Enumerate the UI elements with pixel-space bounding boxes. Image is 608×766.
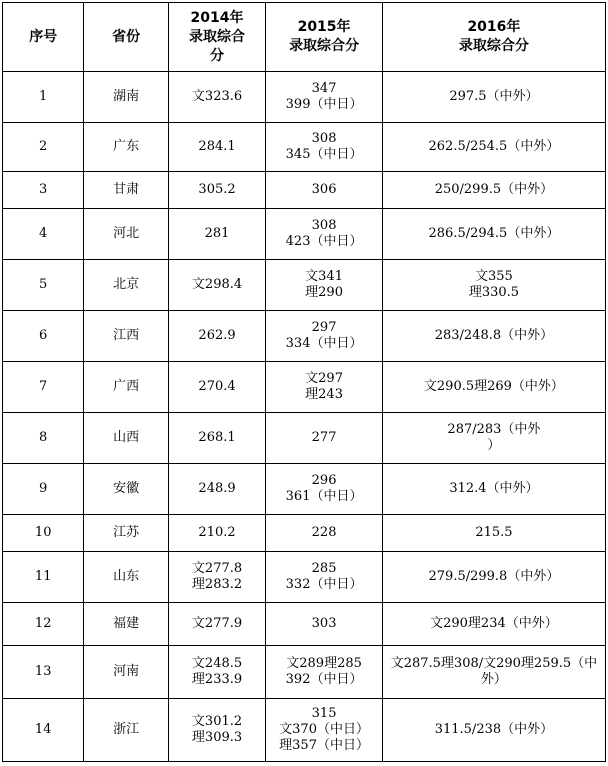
cell-2015-line: 理243 xyxy=(305,387,343,402)
cell-2016-line: 文355 xyxy=(475,269,513,284)
cell-2015-line: 303 xyxy=(311,616,337,631)
cell-2014 xyxy=(168,209,265,260)
cell-2016 xyxy=(382,72,605,123)
cell-2016-line: ） xyxy=(487,438,501,453)
cell-2015-line: 文289理285 xyxy=(286,656,362,671)
header-2014-line: 分 xyxy=(210,47,225,64)
header-2015-line: 2015年 xyxy=(297,19,351,35)
cell-2016 xyxy=(382,362,605,413)
cell-2015 xyxy=(266,413,383,464)
cell-index: 1 xyxy=(3,72,84,123)
cell-2015-line: 334（中日） xyxy=(285,336,363,351)
table-row xyxy=(3,515,606,552)
cell-2014-line: 262.9 xyxy=(198,328,236,343)
table-row xyxy=(3,603,606,646)
cell-2014-line: 文277.9 xyxy=(191,616,243,631)
cell-2015-line: 277 xyxy=(311,430,337,445)
cell-2014-line: 文277.8 xyxy=(191,561,243,576)
cell-2014-line: 305.2 xyxy=(198,182,236,197)
cell-2016-line: 279.5/299.8（中外） xyxy=(428,569,560,584)
cell-2015-line: 理357（中日） xyxy=(279,738,369,753)
cell-index: 2 xyxy=(3,123,84,172)
cell-2016-line: 文290理234（中外） xyxy=(430,616,558,631)
cell-2015 xyxy=(266,311,383,362)
cell-2014-line: 理283.2 xyxy=(191,577,243,592)
cell-index: 12 xyxy=(3,603,84,646)
cell-index: 9 xyxy=(3,464,84,515)
cell-2014-line: 文323.6 xyxy=(191,89,243,104)
table-row xyxy=(3,72,606,123)
cell-2014-line: 文301.2 xyxy=(191,714,243,729)
cell-2015-line: 228 xyxy=(311,525,337,540)
table-row xyxy=(3,260,606,311)
cell-2014-line: 理233.9 xyxy=(191,672,243,687)
cell-2015-line: 文341 xyxy=(305,269,343,284)
cell-2016-line: 250/299.5（中外） xyxy=(434,182,554,197)
cell-2014 xyxy=(168,413,265,464)
header-2014-line: 2014年 xyxy=(190,9,244,26)
cell-2016 xyxy=(382,209,605,260)
header-province: 省份 xyxy=(84,3,168,72)
table-row xyxy=(3,362,606,413)
cell-2015-line: 315 xyxy=(311,706,337,721)
cell-2014-line: 268.1 xyxy=(198,430,236,445)
score-table xyxy=(2,2,606,762)
cell-2014 xyxy=(168,362,265,413)
table-row xyxy=(3,699,606,762)
cell-province: 甘肃 xyxy=(84,172,168,209)
cell-province: 湖南 xyxy=(84,72,168,123)
cell-index: 3 xyxy=(3,172,84,209)
cell-2015 xyxy=(266,464,383,515)
cell-province: 山西 xyxy=(84,413,168,464)
header-2016-line: 录取综合分 xyxy=(458,38,529,54)
table-row xyxy=(3,413,606,464)
cell-2014-line: 284.1 xyxy=(198,139,236,154)
cell-index: 5 xyxy=(3,260,84,311)
table-row xyxy=(3,209,606,260)
cell-2016-line: 311.5/238（中外） xyxy=(434,722,554,737)
cell-2016-line: 文290.5理269（中外） xyxy=(423,379,564,394)
cell-province: 河南 xyxy=(84,646,168,699)
cell-2016 xyxy=(382,260,605,311)
cell-index: 6 xyxy=(3,311,84,362)
cell-index: 13 xyxy=(3,646,84,699)
table-row xyxy=(3,311,606,362)
cell-2015 xyxy=(266,260,383,311)
cell-2015-line: 423（中日） xyxy=(285,234,363,249)
cell-2014-line: 210.2 xyxy=(198,525,236,540)
cell-2015-line: 345（中日） xyxy=(285,147,363,162)
cell-2016-line: 283/248.8（中外） xyxy=(434,328,554,343)
cell-province: 浙江 xyxy=(84,699,168,762)
table-row xyxy=(3,464,606,515)
cell-2015-line: 399（中日） xyxy=(285,97,363,112)
cell-2016 xyxy=(382,123,605,172)
cell-2015 xyxy=(266,172,383,209)
cell-2015 xyxy=(266,552,383,603)
cell-2014 xyxy=(168,72,265,123)
cell-2016-line: 外） xyxy=(480,672,507,687)
table-row xyxy=(3,123,606,172)
table-row xyxy=(3,646,606,699)
table-row xyxy=(3,172,606,209)
cell-2014-line: 281 xyxy=(204,226,230,241)
cell-2015 xyxy=(266,123,383,172)
header-2016-line: 2016年 xyxy=(467,19,521,35)
cell-2014-line: 文248.5 xyxy=(191,656,243,671)
cell-index: 11 xyxy=(3,552,84,603)
cell-2014 xyxy=(168,311,265,362)
cell-2015-line: 308 xyxy=(311,218,337,233)
cell-2014-line: 270.4 xyxy=(198,379,236,394)
cell-2015 xyxy=(266,699,383,762)
cell-index: 8 xyxy=(3,413,84,464)
cell-2014 xyxy=(168,699,265,762)
cell-province: 北京 xyxy=(84,260,168,311)
cell-2016-line: 286.5/294.5（中外） xyxy=(428,226,560,241)
cell-2016-line: 262.5/254.5（中外） xyxy=(428,139,560,154)
cell-province: 广西 xyxy=(84,362,168,413)
cell-2015 xyxy=(266,72,383,123)
cell-2016-line: 297.5（中外） xyxy=(449,89,539,104)
header-index: 序号 xyxy=(3,3,84,72)
cell-2016-line: 理330.5 xyxy=(468,285,520,300)
cell-2016 xyxy=(382,311,605,362)
cell-index: 14 xyxy=(3,699,84,762)
cell-2015-line: 297 xyxy=(311,320,337,335)
cell-2015-line: 392（中日） xyxy=(285,672,363,687)
cell-2016 xyxy=(382,172,605,209)
cell-2016 xyxy=(382,515,605,552)
cell-province: 山东 xyxy=(84,552,168,603)
cell-2015-line: 347 xyxy=(311,81,337,96)
cell-2016 xyxy=(382,552,605,603)
cell-2016-line: 287/283（中外 xyxy=(447,422,541,437)
cell-2016-line: 文287.5理308/文290理259.5（中 xyxy=(390,656,598,671)
cell-2015 xyxy=(266,209,383,260)
cell-2014 xyxy=(168,646,265,699)
cell-2014 xyxy=(168,464,265,515)
cell-2014-line: 文298.4 xyxy=(191,277,243,292)
cell-2015-line: 理290 xyxy=(305,285,343,300)
cell-2015-line: 308 xyxy=(311,131,337,146)
cell-2015 xyxy=(266,515,383,552)
cell-index: 10 xyxy=(3,515,84,552)
cell-2016 xyxy=(382,646,605,699)
cell-2014 xyxy=(168,172,265,209)
cell-2015 xyxy=(266,603,383,646)
cell-province: 安徽 xyxy=(84,464,168,515)
header-2016 xyxy=(382,3,605,72)
cell-2015-line: 文370（中日） xyxy=(279,722,369,737)
cell-2016-line: 312.4（中外） xyxy=(449,481,539,496)
header-2014 xyxy=(168,3,265,72)
cell-2014 xyxy=(168,515,265,552)
header-2015-line: 录取综合分 xyxy=(289,38,360,54)
cell-province: 江苏 xyxy=(84,515,168,552)
cell-2016 xyxy=(382,699,605,762)
cell-2014 xyxy=(168,260,265,311)
cell-2016 xyxy=(382,413,605,464)
cell-2014-line: 理309.3 xyxy=(191,730,243,745)
cell-2014 xyxy=(168,123,265,172)
cell-2015 xyxy=(266,362,383,413)
cell-province: 江西 xyxy=(84,311,168,362)
score-table-grid xyxy=(2,2,606,762)
header-2015 xyxy=(266,3,383,72)
cell-2015-line: 285 xyxy=(311,561,337,576)
cell-2015-line: 306 xyxy=(311,182,337,197)
cell-2016 xyxy=(382,603,605,646)
cell-2016 xyxy=(382,464,605,515)
cell-2014 xyxy=(168,603,265,646)
cell-2014-line: 248.9 xyxy=(198,481,236,496)
cell-2015-line: 文297 xyxy=(305,371,343,386)
cell-province: 福建 xyxy=(84,603,168,646)
cell-2016-line: 215.5 xyxy=(475,525,513,540)
cell-2014 xyxy=(168,552,265,603)
table-row xyxy=(3,552,606,603)
header-row xyxy=(3,3,606,72)
cell-index: 7 xyxy=(3,362,84,413)
cell-2015-line: 361（中日） xyxy=(285,489,363,504)
cell-2015 xyxy=(266,646,383,699)
cell-province: 河北 xyxy=(84,209,168,260)
cell-index: 4 xyxy=(3,209,84,260)
header-2014-line: 录取综合 xyxy=(189,28,246,45)
cell-2015-line: 332（中日） xyxy=(285,577,363,592)
cell-2015-line: 296 xyxy=(311,473,337,488)
cell-province: 广东 xyxy=(84,123,168,172)
